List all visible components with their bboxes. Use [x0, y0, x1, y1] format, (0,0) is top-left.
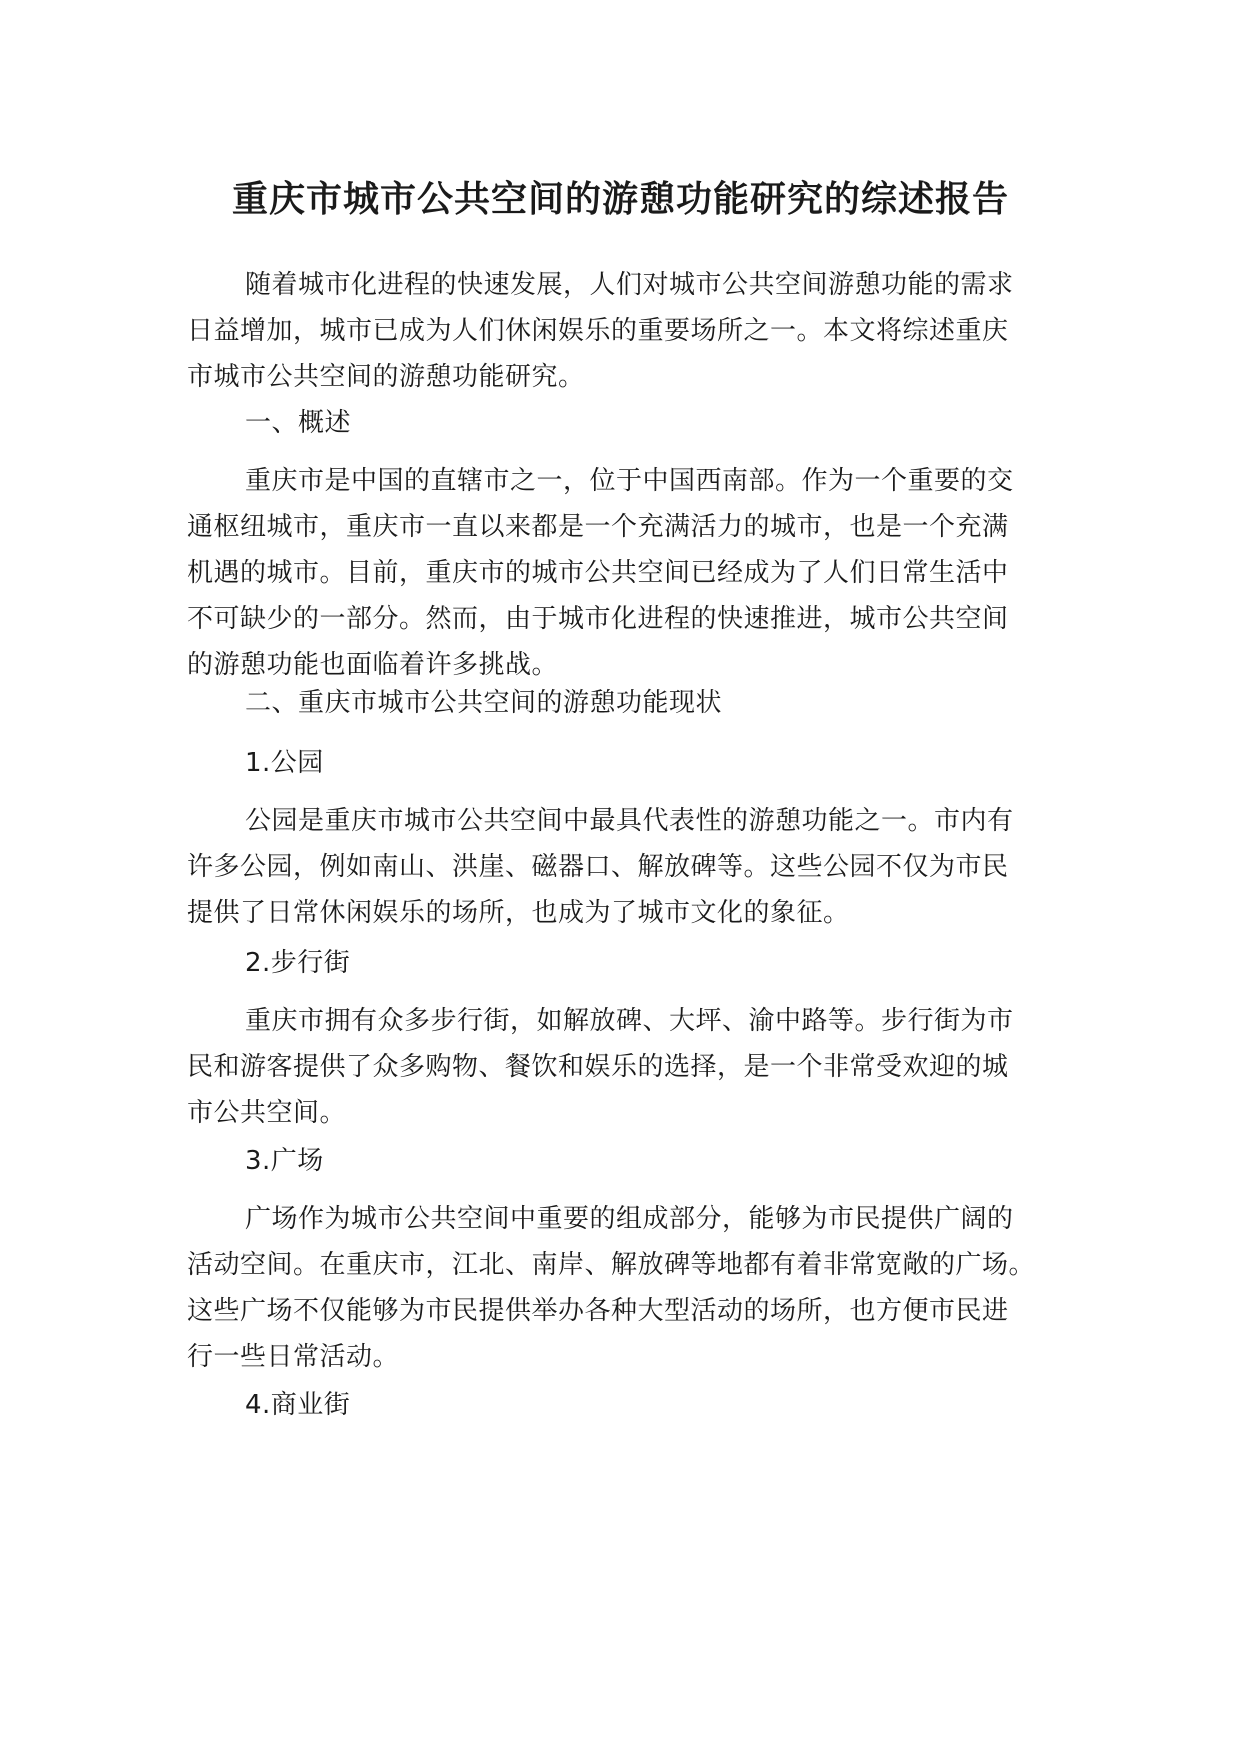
paragraph-line: 机遇的城市。目前，重庆市的城市公共空间已经成为了人们日常生活中	[187, 558, 1009, 588]
subsection-heading-pedestrian-street: 2.步行街	[245, 948, 351, 978]
paragraph-line: 许多公园，例如南山、洪崖、磁器口、解放碑等。这些公园不仅为市民	[187, 852, 1009, 882]
intro-paragraph	[187, 262, 1067, 400]
paragraph-line: 市公共空间。	[187, 1098, 347, 1128]
paragraph-line: 重庆市是中国的直辖市之一，位于中国西南部。作为一个重要的交	[245, 466, 1014, 496]
overview-paragraph	[187, 458, 1067, 688]
paragraph-line: 重庆市拥有众多步行街，如解放碑、大坪、渝中路等。步行街为市	[245, 1006, 1014, 1036]
paragraph-line: 提供了日常休闲娱乐的场所，也成为了城市文化的象征。	[187, 898, 850, 928]
paragraph-line: 市城市公共空间的游憩功能研究。	[187, 362, 585, 392]
paragraph-line: 公园是重庆市城市公共空间中最具代表性的游憩功能之一。市内有	[245, 806, 1014, 836]
section-heading-current-status: 二、重庆市城市公共空间的游憩功能现状	[245, 688, 723, 718]
section-heading-overview: 一、概述	[245, 408, 352, 438]
paragraph-line: 随着城市化进程的快速发展，人们对城市公共空间游憩功能的需求	[245, 270, 1014, 300]
subsection-heading-commercial-street: 4.商业街	[245, 1390, 351, 1420]
paragraph-line: 不可缺少的一部分。然而，由于城市化进程的快速推进，城市公共空间	[187, 604, 1009, 634]
paragraph-line: 广场作为城市公共空间中重要的组成部分，能够为市民提供广阔的	[245, 1204, 1014, 1234]
document-title: 重庆市城市公共空间的游憩功能研究的综述报告	[231, 179, 1009, 220]
subsection-heading-parks: 1.公园	[245, 748, 324, 778]
paragraph-line: 通枢纽城市，重庆市一直以来都是一个充满活力的城市，也是一个充满	[187, 512, 1009, 542]
paragraph-line: 日益增加，城市已成为人们休闲娱乐的重要场所之一。本文将综述重庆	[187, 316, 1009, 346]
paragraph-line: 行一些日常活动。	[187, 1342, 400, 1372]
pedestrian-street-paragraph	[187, 998, 1067, 1136]
paragraph-line: 活动空间。在重庆市，江北、南岸、解放碑等地都有着非常宽敞的广场。	[187, 1250, 1036, 1280]
paragraph-line: 的游憩功能也面临着许多挑战。	[187, 650, 559, 680]
subsection-heading-plaza: 3.广场	[245, 1146, 324, 1176]
paragraph-line: 民和游客提供了众多购物、餐饮和娱乐的选择，是一个非常受欢迎的城	[187, 1052, 1009, 1082]
parks-paragraph	[187, 798, 1067, 936]
paragraph-line: 这些广场不仅能够为市民提供举办各种大型活动的场所，也方便市民进	[187, 1296, 1009, 1326]
plaza-paragraph	[187, 1196, 1067, 1380]
